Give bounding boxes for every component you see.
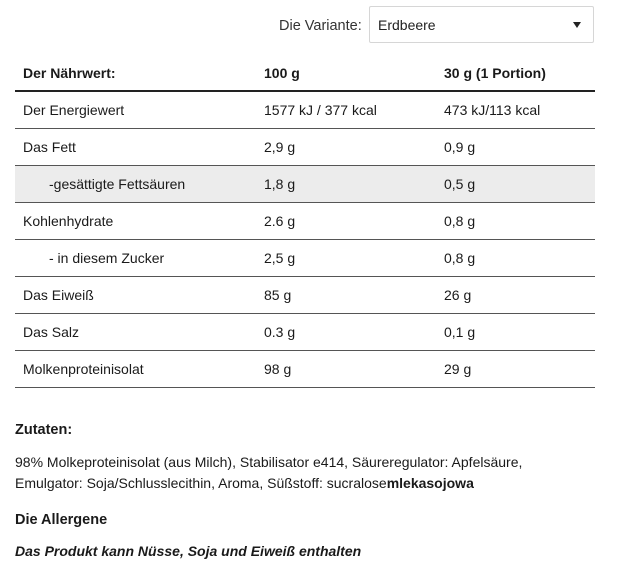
ingredients-line-2: Emulgator: Soja/Schlusslecithin, Aroma, Süßstoff: sucralose: [15, 475, 387, 491]
value-per-portion: 0,5 g: [436, 166, 595, 203]
variant-selector-row: [0, 6, 624, 46]
table-row: [15, 314, 595, 351]
value-per-portion: 0,8 g: [436, 203, 595, 240]
value-per-100g: 98 g: [256, 351, 436, 388]
nutrition-table: [15, 55, 595, 388]
table-row: [15, 203, 595, 240]
ingredients-line-1: 98% Molkeproteinisolat (aus Milch), Stabilisator e414, Säureregulator: Apfelsäure,: [15, 454, 523, 470]
value-per-100g: 0.3 g: [256, 314, 436, 351]
value-per-portion: 473 kJ/113 kcal: [436, 91, 595, 129]
nutrient-name: Der Energiewert: [15, 91, 256, 129]
chevron-down-icon: [573, 22, 581, 28]
table-row: [15, 240, 595, 277]
nutrient-name: Das Salz: [15, 314, 256, 351]
nutrient-name: Das Fett: [15, 129, 256, 166]
nutrient-name: Molkenproteinisolat: [15, 351, 256, 388]
table-row: [15, 277, 595, 314]
nutrient-name: - in diesem Zucker: [15, 240, 256, 277]
header-per-100g: 100 g: [256, 55, 436, 91]
ingredients-heading: Zutaten:: [15, 422, 73, 438]
value-per-portion: 0,1 g: [436, 314, 595, 351]
table-row: [15, 91, 595, 129]
variant-dropdown[interactable]: [369, 6, 594, 43]
value-per-100g: 85 g: [256, 277, 436, 314]
table-row: [15, 351, 595, 388]
ingredients-text: [15, 452, 615, 494]
variant-label: Die Variante:: [279, 18, 362, 34]
nutrient-name: -gesättigte Fettsäuren: [15, 166, 256, 203]
value-per-portion: 0,8 g: [436, 240, 595, 277]
nutrient-name: Kohlenhydrate: [15, 203, 256, 240]
value-per-100g: 1,8 g: [256, 166, 436, 203]
table-row: [15, 129, 595, 166]
value-per-100g: 2,9 g: [256, 129, 436, 166]
allergens-heading: Die Allergene: [15, 512, 108, 528]
header-nutrient: Der Nährwert:: [15, 55, 256, 91]
header-per-portion: 30 g (1 Portion): [436, 55, 595, 91]
value-per-portion: 0,9 g: [436, 129, 595, 166]
ingredients-line-2-bold: mlekasojowa: [386, 475, 474, 491]
allergens-text: Das Produkt kann Nüsse, Soja und Eiweiß enthalten: [15, 543, 362, 559]
value-per-portion: 26 g: [436, 277, 595, 314]
value-per-portion: 29 g: [436, 351, 595, 388]
table-row: [15, 166, 595, 203]
value-per-100g: 1577 kJ / 377 kcal: [256, 91, 436, 129]
table-header-row: [15, 55, 595, 91]
nutrient-name: Das Eiweiß: [15, 277, 256, 314]
value-per-100g: 2,5 g: [256, 240, 436, 277]
variant-selected-value: Erdbeere: [378, 17, 436, 33]
value-per-100g: 2.6 g: [256, 203, 436, 240]
